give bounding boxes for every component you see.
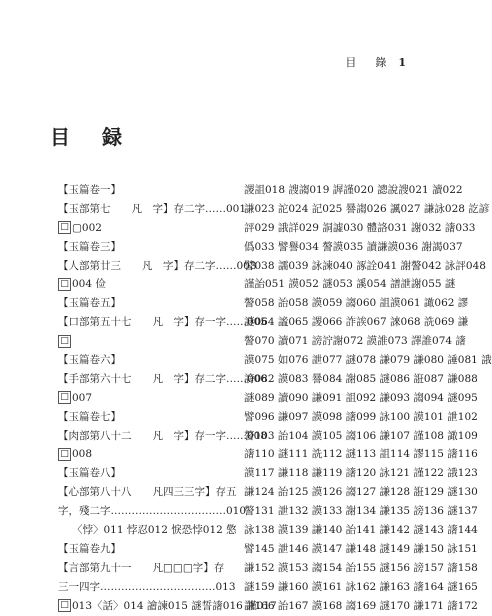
- toc-right-line: 謷103 詒104 謨105 謅106 謙107 謹108 譀109: [244, 429, 478, 442]
- toc-left-line: [58, 238, 226, 257]
- glyph-image: □: [58, 221, 71, 234]
- toc-left-line: [58, 597, 277, 616]
- page-number: 1: [398, 56, 406, 69]
- toc-left-line: [58, 408, 226, 427]
- glyph-image: □: [58, 391, 71, 404]
- toc-left-line: [58, 219, 226, 238]
- toc-left-text: 字，殘二字……………………………010: [58, 505, 247, 518]
- toc-left-line: [58, 294, 226, 313]
- toc-right-line: 僞033 譬譽034 謷謨035 讀謙謨036 謝謁037: [244, 240, 463, 253]
- toc-left-line: [58, 521, 237, 540]
- toc-right-line: 謎064 謐065 謖066 詐誒067 誺068 詵069 謙: [244, 316, 469, 329]
- toc-left-line: [58, 559, 226, 578]
- toc-left-column: [58, 181, 277, 615]
- page-header: [345, 54, 406, 70]
- toc-right-line: 謖詛018 謏謅019 謘謹020 謥說謏021 讀022: [244, 184, 463, 196]
- toc-left-line: [58, 370, 268, 389]
- toc-left-line: [58, 200, 247, 219]
- toc-left-text: 007: [72, 391, 93, 404]
- toc-left-line: [58, 351, 226, 370]
- toc-left-line: [58, 464, 226, 483]
- toc-left-text: 〈悖〉011 悖忍012 悷恐悖012 憼: [72, 524, 237, 537]
- toc-right-line: 謗082 謨083 謈084 謝085 謎086 誑087 謙088: [244, 372, 478, 385]
- toc-left-text: 【人部第廿三 凡 字】存二字……003: [58, 259, 257, 272]
- toc-left-text: 【手部第六十七 凡 字】存二字……006: [58, 372, 268, 385]
- toc-right-line: 譬145 詍146 謨147 謙148 謎149 謙150 詠151: [244, 542, 478, 555]
- toc-left-text: 004 俭: [72, 278, 106, 291]
- toc-left-text: 【心部第八十八 凡四三三字】存五: [58, 486, 237, 499]
- toc-right-line: 謨117 謙118 謙119 譇120 詠121 謹122 誐123: [244, 467, 478, 480]
- toc-right-column: [244, 181, 492, 615]
- toc-left-text: 【玉篇卷六】: [58, 354, 121, 367]
- toc-right-line: 謷131 詍132 謨133 謝134 謙135 謗136 謎137: [244, 505, 478, 518]
- toc-left-line: [58, 275, 226, 294]
- toc-right-line: 詠138 謨139 謙140 詒141 謙142 謎143 譇144: [244, 524, 478, 537]
- toc-right-line: 謎159 謙160 謨161 詠162 謙163 譇164 謎165: [244, 580, 478, 593]
- toc-left-text: 【玉部第七 凡 字】存二字……001: [58, 202, 247, 215]
- toc-right-line: 評029 誐詳029 詷譃030 體詻031 謝032 譇033: [244, 221, 476, 234]
- toc-left-line: [58, 578, 236, 597]
- toc-right-line: 譬096 謙097 謨098 譇099 詠100 謨101 詍102: [244, 410, 478, 423]
- page-title: 目 録: [50, 125, 128, 149]
- toc-left-text: 【玉篇卷五】: [58, 297, 121, 310]
- toc-left-text: 【肉部第八十二 凡 字】存一字……008: [58, 429, 268, 442]
- toc-left-line: [58, 181, 226, 200]
- toc-left-line: [58, 483, 237, 502]
- toc-right-line: 謙124 詒125 謨126 謅127 謙128 誑129 謎130: [244, 486, 478, 499]
- glyph-image: □: [58, 599, 71, 612]
- toc-right-line: 謷058 詒058 謨059 謅060 詛謨061 譀062 謬: [244, 297, 469, 310]
- toc-left-line: [58, 389, 226, 408]
- glyph-image: □: [58, 335, 71, 348]
- toc-left-line: [58, 427, 268, 446]
- glyph-image: □: [58, 278, 71, 291]
- toc-left-text: 【口部第五十七 凡 字】存一字……005: [58, 316, 268, 329]
- toc-left-text: 【言部第九十一 凡□□□字】存: [58, 561, 225, 574]
- toc-right-line: 謹詒051 謨052 謎053 謑054 譜詍謝055 謎: [244, 278, 456, 291]
- toc-right-line: 謎089 讀090 謙091 詛092 謙093 謅094 謎095: [244, 391, 478, 404]
- toc-left-text: 【玉篇卷九】: [58, 542, 121, 555]
- toc-left-line: [58, 313, 268, 332]
- running-title: 目 錄: [345, 56, 391, 69]
- glyph-image: □: [58, 448, 71, 461]
- toc-right-line: 譇110 謎111 詵112 謎113 詛114 謬115 譇116: [244, 448, 478, 461]
- toc-right-line: 謙166 詒167 謨168 謅169 謎170 謙171 譇172: [244, 599, 478, 612]
- toc-left-text: 【玉篇卷八】: [58, 467, 121, 480]
- toc-left-text: 【玉篇卷七】: [58, 410, 121, 423]
- toc-left-line: [58, 257, 257, 276]
- toc-left-text: ▢002: [72, 221, 102, 234]
- toc-left-line: [58, 332, 226, 351]
- toc-left-line: [58, 502, 247, 521]
- toc-right-line: 譬038 譳039 詠諫040 諑詮041 謝謷042 詠評048: [244, 259, 486, 272]
- toc-left-text: 【玉篇卷一】: [58, 184, 121, 196]
- toc-left-text: 三一四字……………………………013: [58, 580, 236, 593]
- toc-left-text: 【玉篇卷三】: [58, 240, 121, 253]
- toc-left-text: 008: [72, 448, 93, 461]
- toc-left-line: [58, 540, 226, 559]
- toc-right-line: 謙152 謨153 謅154 詒155 謎156 謗157 譇158: [244, 561, 478, 574]
- toc-left-text: 013〈話〉014 譮諫015 謎誓譇016 謹017: [72, 599, 277, 612]
- toc-right-line: 謷070 讀071 謗詝謝072 謨誰073 譯誰074 譇: [244, 335, 466, 348]
- toc-right-line: 謨075 如076 詍077 謎078 謙079 謙080 諈081 誐: [244, 354, 492, 367]
- toc-left-line: [58, 445, 226, 464]
- toc-right-line: 謙023 詑024 記025 謈謅026 諷027 謙詠028 訖諺: [244, 202, 490, 215]
